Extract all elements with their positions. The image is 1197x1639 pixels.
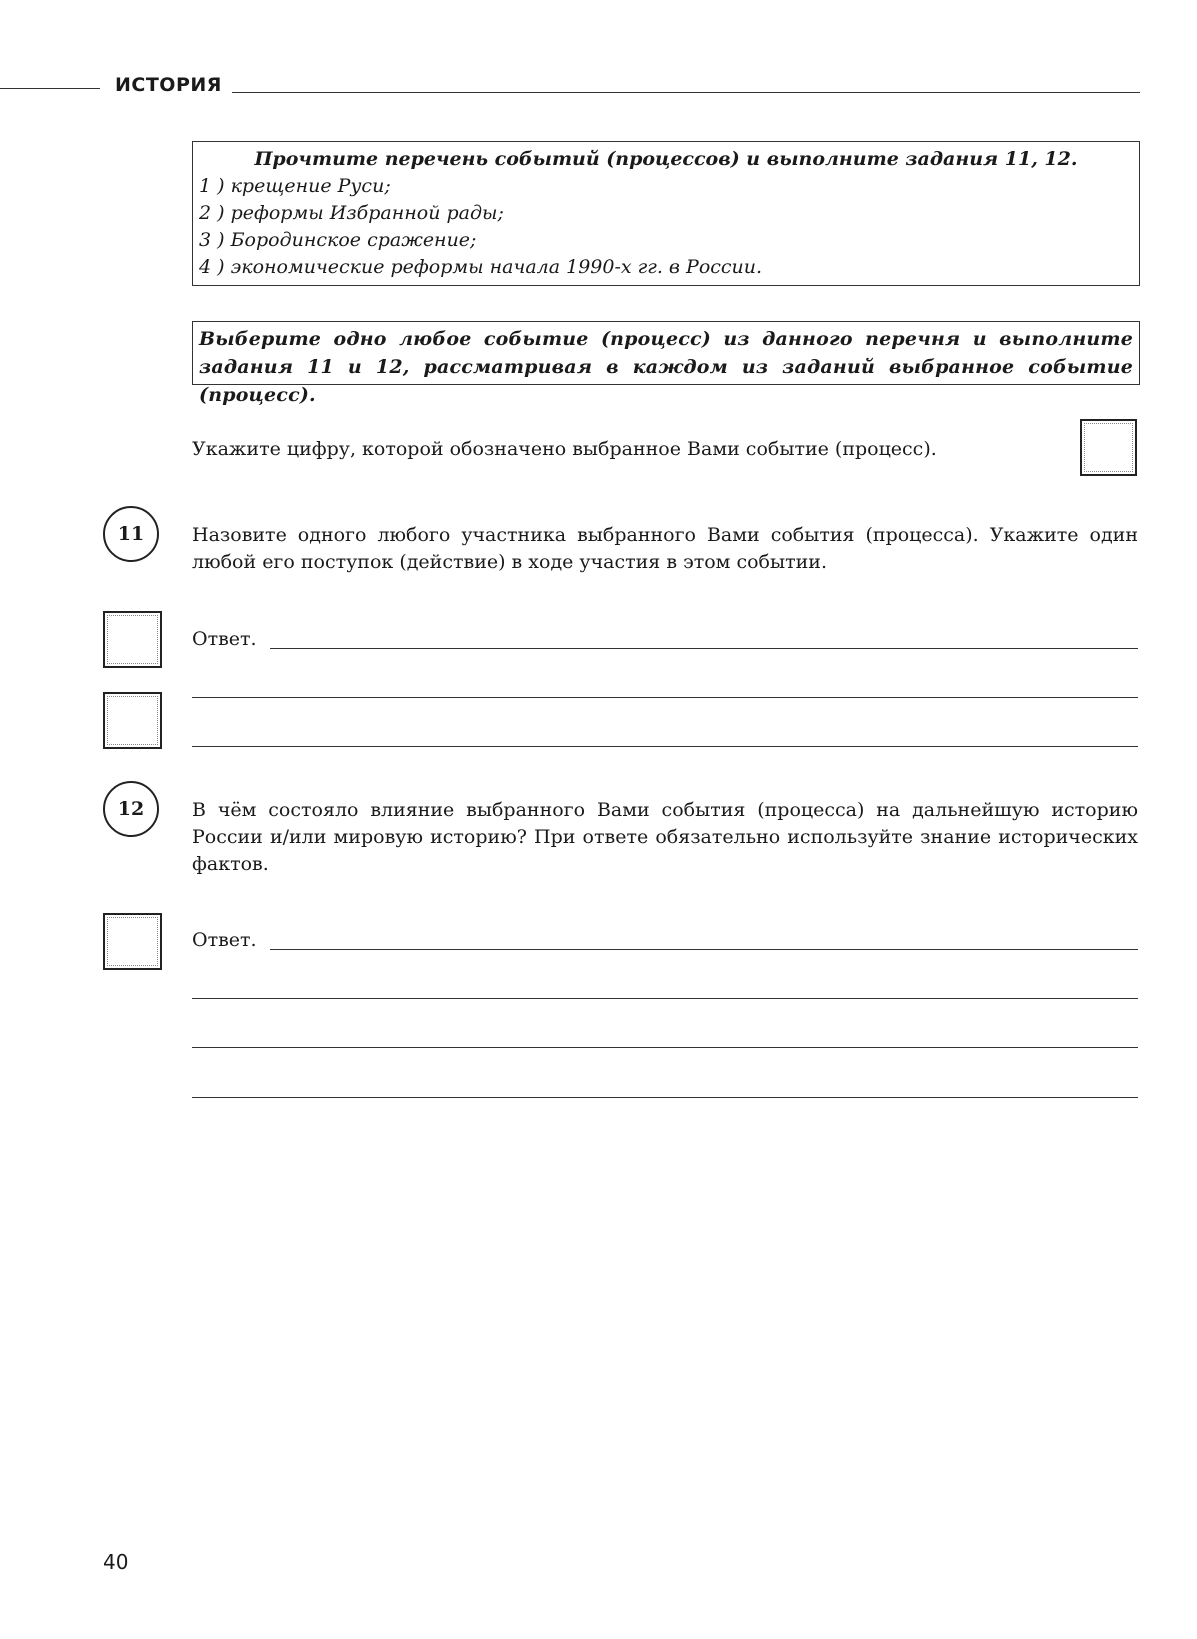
task-11-answer-line-2[interactable] — [192, 697, 1138, 698]
header-rule-left — [0, 88, 100, 89]
task-11-answer-line-3[interactable] — [192, 746, 1138, 747]
page-number: 40 — [103, 1550, 129, 1574]
task-12-score-box — [103, 913, 162, 970]
task-11-answer-line-1[interactable] — [270, 648, 1138, 649]
task-12-answer-line-2[interactable] — [192, 998, 1138, 999]
chosen-event-number-box[interactable] — [1080, 419, 1137, 476]
event-item-4: 4 ) экономические реформы начала 1990-х гг. в России. — [199, 256, 763, 278]
task-11-score-box-1 — [103, 611, 162, 668]
page-subject-title: ИСТОРИЯ — [115, 74, 222, 96]
instruction-text: Выберите одно любое событие (процесс) из данного перечня и выполните задания 11 и 12, рассматривая в каждом из заданий выбранное событие (процесс). — [199, 328, 1133, 406]
event-item-2: 2 ) реформы Избранной рады; — [199, 202, 504, 224]
events-heading: Прочтите перечень событий (процессов) и выполните задания 11, 12. — [254, 148, 1078, 170]
task-12-number: 12 — [103, 781, 159, 837]
choose-event-prompt: Укажите цифру, которой обозначено выбранное Вами событие (процесс). — [192, 438, 937, 460]
task-11-number: 11 — [103, 506, 159, 562]
task-12-answer-line-4[interactable] — [192, 1097, 1138, 1098]
event-item-3: 3 ) Бородинское сражение; — [199, 229, 477, 251]
header-rule-right — [232, 92, 1140, 93]
task-12-answer-label: Ответ. — [192, 929, 257, 951]
events-list-box — [192, 141, 1140, 286]
instruction-box — [192, 321, 1140, 406]
event-item-1: 1 ) крещение Руси; — [199, 175, 391, 197]
task-12-answer-line-3[interactable] — [192, 1047, 1138, 1048]
task-12-text: В чём состояло влияние выбранного Вами события (процесса) на дальнейшую историю России и/или мировую историю? При ответе обязательно используйте знание исторических фактов. — [192, 799, 1138, 875]
task-11-score-box-2 — [103, 692, 162, 749]
task-11-answer-label: Ответ. — [192, 628, 257, 650]
task-12-answer-line-1[interactable] — [270, 949, 1138, 950]
task-11-text: Назовите одного любого участника выбранного Вами события (процесса). Укажите один любой его поступок (действие) в ходе участия в этом событии. — [192, 524, 1138, 573]
